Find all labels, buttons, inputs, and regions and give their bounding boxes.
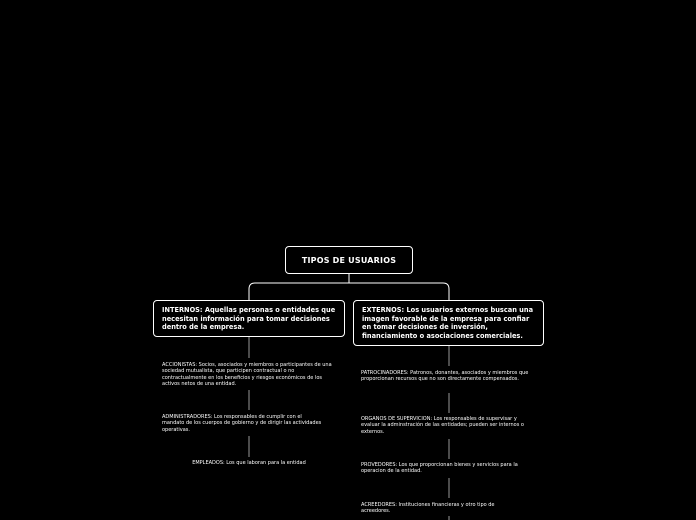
external-item-text: ORGANOS DE SUPERVICION: Los responsables de supervisar y evaluar la adminstración de las entidades; pueden ser internos o externos. — [361, 416, 524, 435]
internal-item-accionistas[interactable] — [162, 362, 334, 388]
internal-item-administradores[interactable] — [162, 414, 324, 433]
external-item-provedores[interactable] — [361, 462, 537, 475]
internal-users-node[interactable] — [153, 300, 345, 337]
internal-item-text: ACCIONISTAS: Socios, asociados y miembros o participantes de una sociedad mutualista, que participen contractual o no contractualmente en los beneficios y riesgos económicos de los activos netos de una entidad. — [162, 362, 332, 388]
internal-item-text: EMPLEADOS: Los que laboran para la entidad — [192, 460, 306, 466]
external-item-text: PATROCINADORES: Patronos, donantes, asociados y miembros que proporcionan recursos que no son directamente compensados. — [361, 370, 529, 383]
external-item-acreedores[interactable] — [361, 502, 521, 515]
external-item-organos-de-supervicion[interactable] — [361, 416, 537, 435]
external-users-heading: EXTERNOS: Los usuarios externos buscan una imagen favorable de la empresa para confiar en tomar decisiones de inversión, financiamiento o asociaciones comerciales. — [362, 306, 534, 340]
root-title: TIPOS DE USUARIOS — [301, 255, 397, 265]
external-item-patrocinadores[interactable] — [361, 370, 539, 383]
root-connector — [249, 274, 449, 300]
external-users-node[interactable] — [353, 300, 544, 346]
internal-item-text: ADMINISTRADORES: Los responsables de cumplir con el mandato de los cuerpos de gobierno y de dirigir las actividades operativas. — [162, 414, 322, 433]
external-item-text: ACREEDORES: Instituciones financieras y otro tipo de acreedores. — [361, 502, 495, 515]
internal-users-heading: INTERNOS: Aquellas personas o entidades que necesitan información para tomar decisiones dentro de la empresa. — [162, 306, 336, 332]
external-item-text: PROVEDORES: Los que proporcionan bienes y servicios para la operacion de la entidad. — [361, 462, 518, 475]
root-node[interactable] — [285, 246, 413, 274]
internal-item-empleados[interactable] — [164, 460, 334, 466]
